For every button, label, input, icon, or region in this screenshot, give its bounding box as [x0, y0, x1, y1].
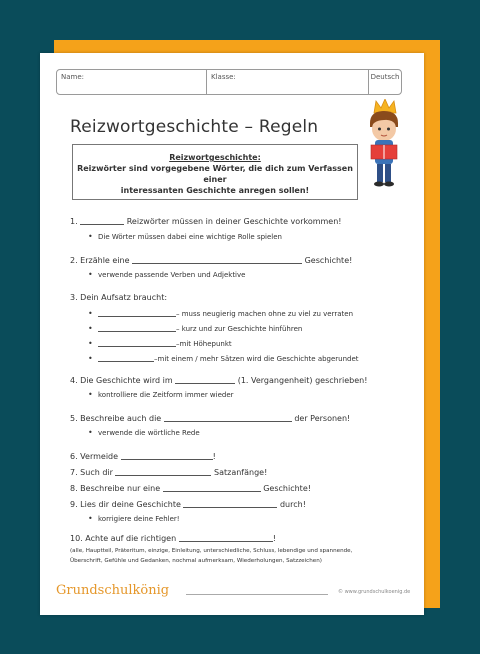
rule-4: 4. Die Geschichte wird im (1. Vergangenheit) geschrieben! — [70, 376, 368, 385]
blank-1[interactable] — [80, 216, 124, 225]
blank-3d[interactable] — [98, 353, 154, 362]
rule-4-hint: • kontrolliere die Zeitform immer wieder — [88, 390, 234, 399]
king-kid-reading-icon — [362, 99, 406, 191]
word-bank-line-1: (alle, Hauptteil, Präteritum, einzige, Einleitung, unterschiedliche, Schluss, lebendige und spannende, — [70, 548, 353, 554]
blank-10[interactable] — [179, 533, 273, 542]
blank-3a[interactable] — [98, 308, 176, 317]
rule-5-hint: • verwende die wörtliche Rede — [88, 428, 200, 437]
word-bank-line-2: Überschrift, Gefühle und Gedanken, nochmal aufmerksam, Wiederholungen, Satzzeichen) — [70, 558, 322, 564]
page-title: Reizwortgeschichte – Regeln — [70, 117, 319, 137]
subject-label: Deutsch — [370, 73, 400, 81]
definition-box — [72, 144, 358, 200]
blank-5[interactable] — [164, 413, 292, 422]
footer-divider — [186, 594, 328, 595]
rule-1: 1. Reizwörter müssen in deiner Geschichte vorkommen! — [70, 217, 342, 226]
footer-url: © www.grundschulkoenig.de — [338, 589, 411, 595]
name-field[interactable]: Name: — [57, 70, 207, 94]
definition-line-2: interessanten Geschichte anregen sollen! — [120, 186, 310, 195]
rule-2: 2. Erzähle eine Geschichte! — [70, 256, 353, 265]
rule-3-item-4: • –mit einem / mehr Sätzen wird die Geschichte abgerundet — [88, 353, 359, 363]
definition-title: Reizwortgeschichte: — [169, 153, 261, 162]
header-box — [56, 69, 402, 95]
blank-6[interactable] — [121, 451, 213, 460]
rule-3-item-2: • – kurz und zur Geschichte hinführen — [88, 323, 302, 333]
definition-line-1: Reizwörter sind vorgegebene Wörter, die dich zum Verfassen einer — [77, 164, 353, 184]
blank-4[interactable] — [175, 375, 235, 384]
rule-3-item-3: • –mit Höhepunkt — [88, 338, 232, 348]
blank-3b[interactable] — [98, 323, 176, 332]
rule-10: 10. Achte auf die richtigen ! — [70, 534, 276, 543]
blank-7[interactable] — [115, 467, 211, 476]
rule-3: 3. Dein Aufsatz braucht: — [70, 293, 168, 302]
rule-9: 9. Lies dir deine Geschichte durch! — [70, 500, 306, 509]
blank-8[interactable] — [163, 483, 261, 492]
class-field[interactable]: Klasse: — [207, 70, 369, 94]
rule-2-hint: • verwende passende Verben und Adjektive — [88, 270, 245, 279]
rule-8: 8. Beschreibe nur eine Geschichte! — [70, 484, 311, 493]
rule-6: 6. Vermeide ! — [70, 452, 216, 461]
rule-5: 5. Beschreibe auch die der Personen! — [70, 414, 351, 423]
rule-3-item-1: • – muss neugierig machen ohne zu viel zu verraten — [88, 308, 353, 318]
blank-3c[interactable] — [98, 338, 176, 347]
brand-logo: Grundschulkönig — [56, 583, 170, 598]
blank-9[interactable] — [183, 499, 277, 508]
rule-9-hint: • korrigiere deine Fehler! — [88, 514, 180, 523]
rule-7: 7. Such dir Satzanfänge! — [70, 468, 268, 477]
blank-2[interactable] — [132, 255, 302, 264]
worksheet-page — [40, 53, 424, 615]
rule-1-hint: • Die Wörter müssen dabei eine wichtige Rolle spielen — [88, 232, 282, 241]
